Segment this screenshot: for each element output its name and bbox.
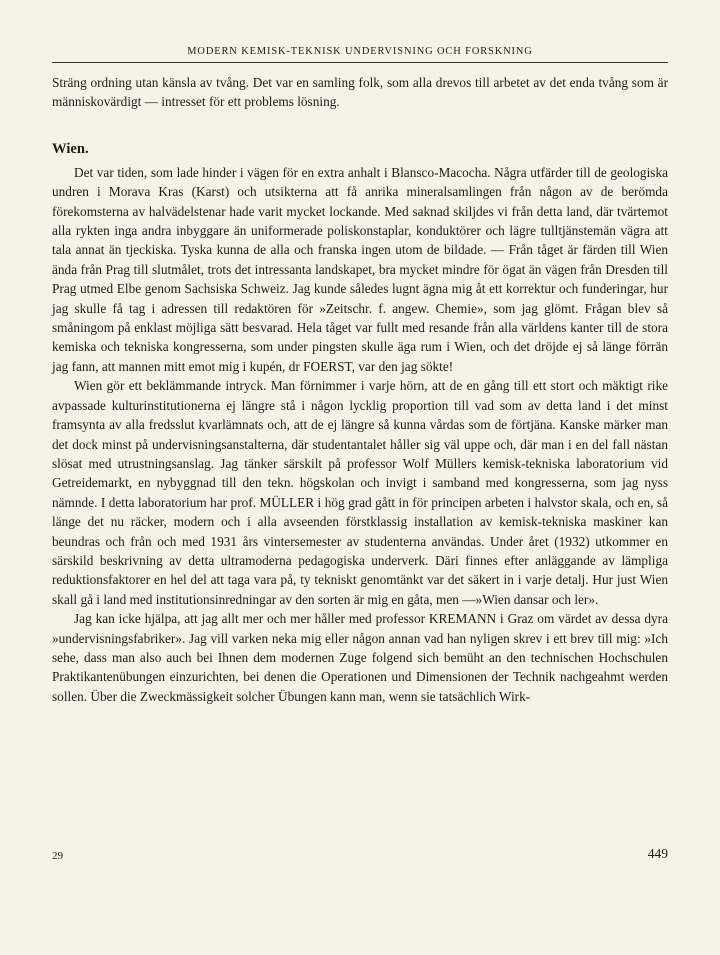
- intro-paragraph: Sträng ordning utan känsla av tvång. Det var en samling folk, som alla drevos till arbetet av det enda tvång som är människovärdigt — intresset för ett problems lösning.: [52, 75, 668, 110]
- signature-mark: 29: [52, 850, 63, 862]
- body-paragraph: Det var tiden, som lade hinder i vägen för en extra anhalt i Blansco-Macocha. Några utfärder till de geologiska undren i Morava Kras (Karst) och utsikterna att få anrika mineralsamlingen från någon av de berömda förekomsterna av halvädelstenar hade varit mycket lockande. Med saknad skiljdes vi från detta land, där tvärtemot alla rykten inga andra inbyggare än uniformerade poliskonstaplar, konduktörer och lägre tulltjänstemän vägra att tala annat än tjeckiska. Tyska kunna de alla och franska ingen utom de bildade. — Från tåget är färden till Wien ända från Prag till slutmålet, trots det intressanta landskapet, bra mycket mindre för ögat än vägen från Dresden till Prag utmed Elbe genom Sachsiska Schweiz. Jag kunde således lugnt ägna mig åt ett korrektur och funderingar, hur jag skulle få tag i adressen till redaktören för »Zeitschr. f. angew. Chemie», som jag glömt. Frågan blev så småningom på enklast möjliga sätt besvarad. Hela tåget var fullt med resande från alla världens kanter till de stora kemiska och tekniska kongresserna, som under pingsten skulle äga rum i Wien, och det dröjde ej så länge förrän jag fann, att mannen mitt emot mig i kupén, dr FOERST, var den jag sökte!: [52, 164, 668, 374]
- page-body: [52, 73, 668, 706]
- body-paragraph: Wien gör ett beklämmande intryck. Man förnimmer i varje hörn, att de en gång till ett stort och mäktigt rike avpassade kulturinstitutionerna ej längre stå i någon lycklig proportion till vad som av detta land i det minst framsynta av alla fredsslut kvarlämnats och, att de ej längre så kunna vårdas som de förtjäna. Kanske märker man det dock minst på undervisningsanstalterna, där studentantalet håller sig väl uppe och, där man i en del fall nästan slösat med utrustningsanslag. Jag tänker särskilt på professor Wolf Müllers kemisk-tekniska laboratorium vid Getreidemarkt, en nybyggnad till den tekn. högskolan och invigt i samband med kongresserna, som jag nyss nämnde. I detta laboratorium har prof. MÜLLER i hög grad gått in för principen arbeten i halvstor skala, och en, så länge det nu räcker, modern och i alla avseenden förstklassig installation av kemisk-tekniska maskiner kan beundras och från och med 1931 års vintersemester av studenterna användas. Under året (1932) utkommer en särskild beskrivning av detta ultramoderna pedagogiska underverk. Däri finnes efter anläggande av lämpliga reduktionsfaktorer en hel del att taga vara på, ty tekniskt genomtänkt var det säkert in i varje detalj. Hur just Wien skall gå i land med institutionsinredningar av den sorten är mig en gåta, men —»Wien dansar och ler».: [52, 378, 668, 607]
- section-heading: Wien.: [52, 140, 89, 157]
- body-paragraph: Jag kan icke hjälpa, att jag allt mer och mer håller med professor KREMANN i Graz om värdet av dessa dyra »undervisningsfabriker». Jag vill varken neka mig eller någon annan vad han nyligen skrev i ett brev till mig: »Ich sehe, dass man also auch bei Ihnen dem modernen Zuge folgend sich bemüht an den technischen Hochschulen Praktikantenübungen einzurichten, bei denen die Operationen und Dimensionen der Technik nachgeahmt werden sollen. Über die Zweckmässigkeit solcher Übungen kann man, wenn sie tatsächlich Wirk-: [52, 611, 668, 704]
- running-header: MODERN KEMISK-TEKNISK UNDERVISNING OCH FORSKNING: [52, 46, 668, 63]
- page-number: 449: [647, 846, 668, 861]
